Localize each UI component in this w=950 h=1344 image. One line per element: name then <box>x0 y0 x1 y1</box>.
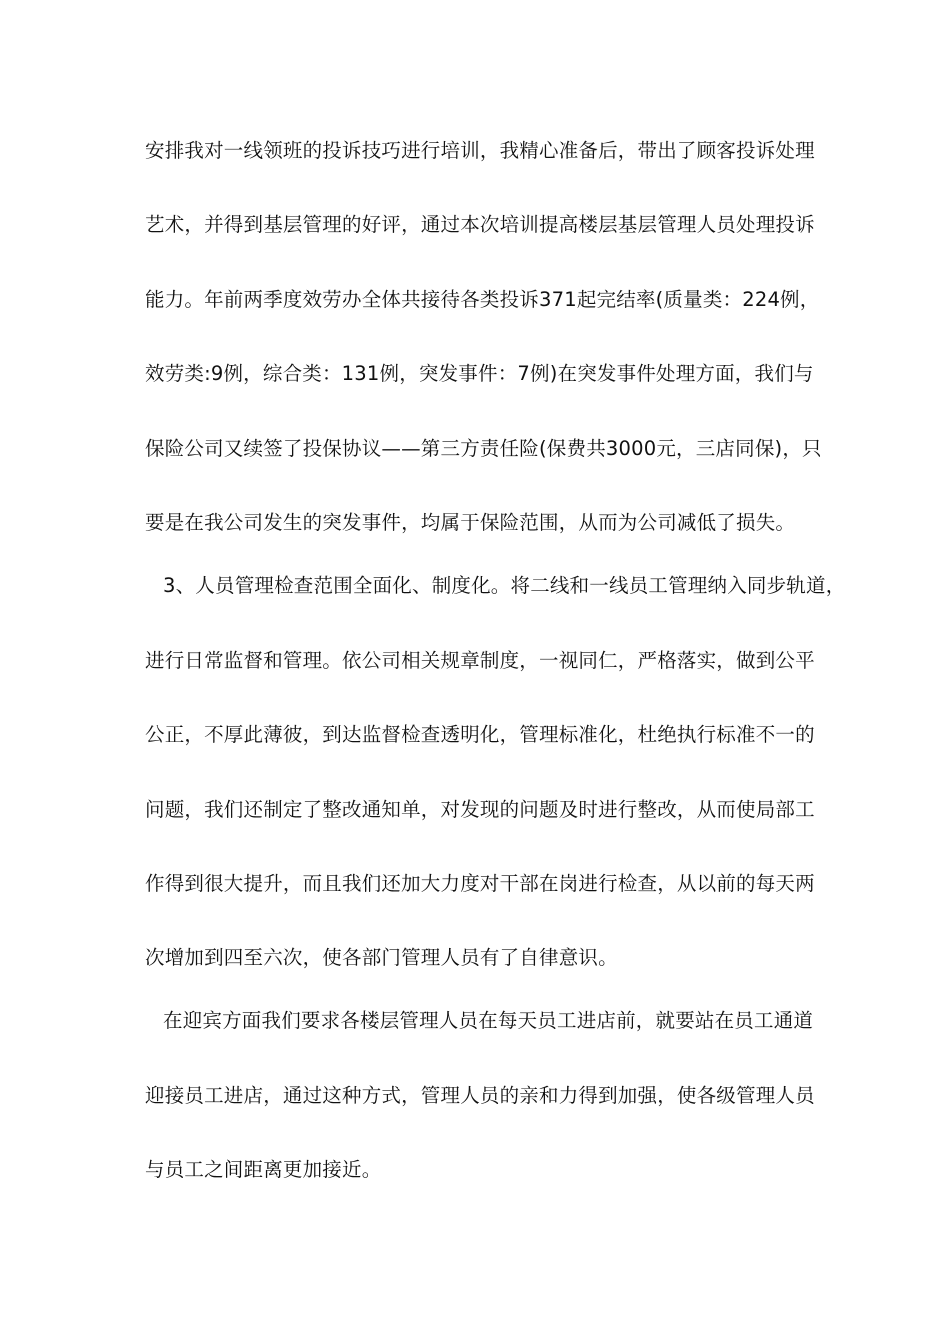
text-line: 效劳类:9例，综合类：131例，突发事件：7例)在突发事件处理方面，我们与 <box>145 362 814 385</box>
text-line: 问题，我们还制定了整改通知单，对发现的问题及时进行整改，从而使局部工 <box>145 798 815 821</box>
text-line: 保险公司又续签了投保协议——第三方责任险(保费共3000元，三店同保)，只 <box>145 437 822 460</box>
text-line: 在迎宾方面我们要求各楼层管理人员在每天员工进店前，就要站在员工通道 <box>163 1009 814 1032</box>
text-line: 能力。年前两季度效劳办全体共接待各类投诉371起完结率(质量类：224例， <box>145 288 820 311</box>
text-line: 3、人员管理检查范围全面化、制度化。将二线和一线员工管理纳入同步轨道， <box>163 574 846 597</box>
text-line: 公正，不厚此薄彼，到达监督检查透明化，管理标准化，杜绝执行标准不一的 <box>145 723 815 746</box>
text-line: 要是在我公司发生的突发事件，均属于保险范围，从而为公司减低了损失。 <box>145 511 796 534</box>
text-line: 与员工之间距离更加接近。 <box>145 1158 382 1181</box>
text-line: 迎接员工进店，通过这种方式，管理人员的亲和力得到加强，使各级管理人员 <box>145 1084 815 1107</box>
text-line: 进行日常监督和管理。依公司相关规章制度，一视同仁，严格落实，做到公平 <box>145 649 815 672</box>
text-line: 作得到很大提升，而且我们还加大力度对干部在岗进行检查，从以前的每天两 <box>145 872 815 895</box>
text-line: 次增加到四至六次，使各部门管理人员有了自律意识。 <box>145 946 618 969</box>
text-line: 艺术，并得到基层管理的好评，通过本次培训提高楼层基层管理人员处理投诉 <box>145 213 815 236</box>
text-line: 安排我对一线领班的投诉技巧进行培训，我精心准备后，带出了顾客投诉处理 <box>145 139 815 162</box>
